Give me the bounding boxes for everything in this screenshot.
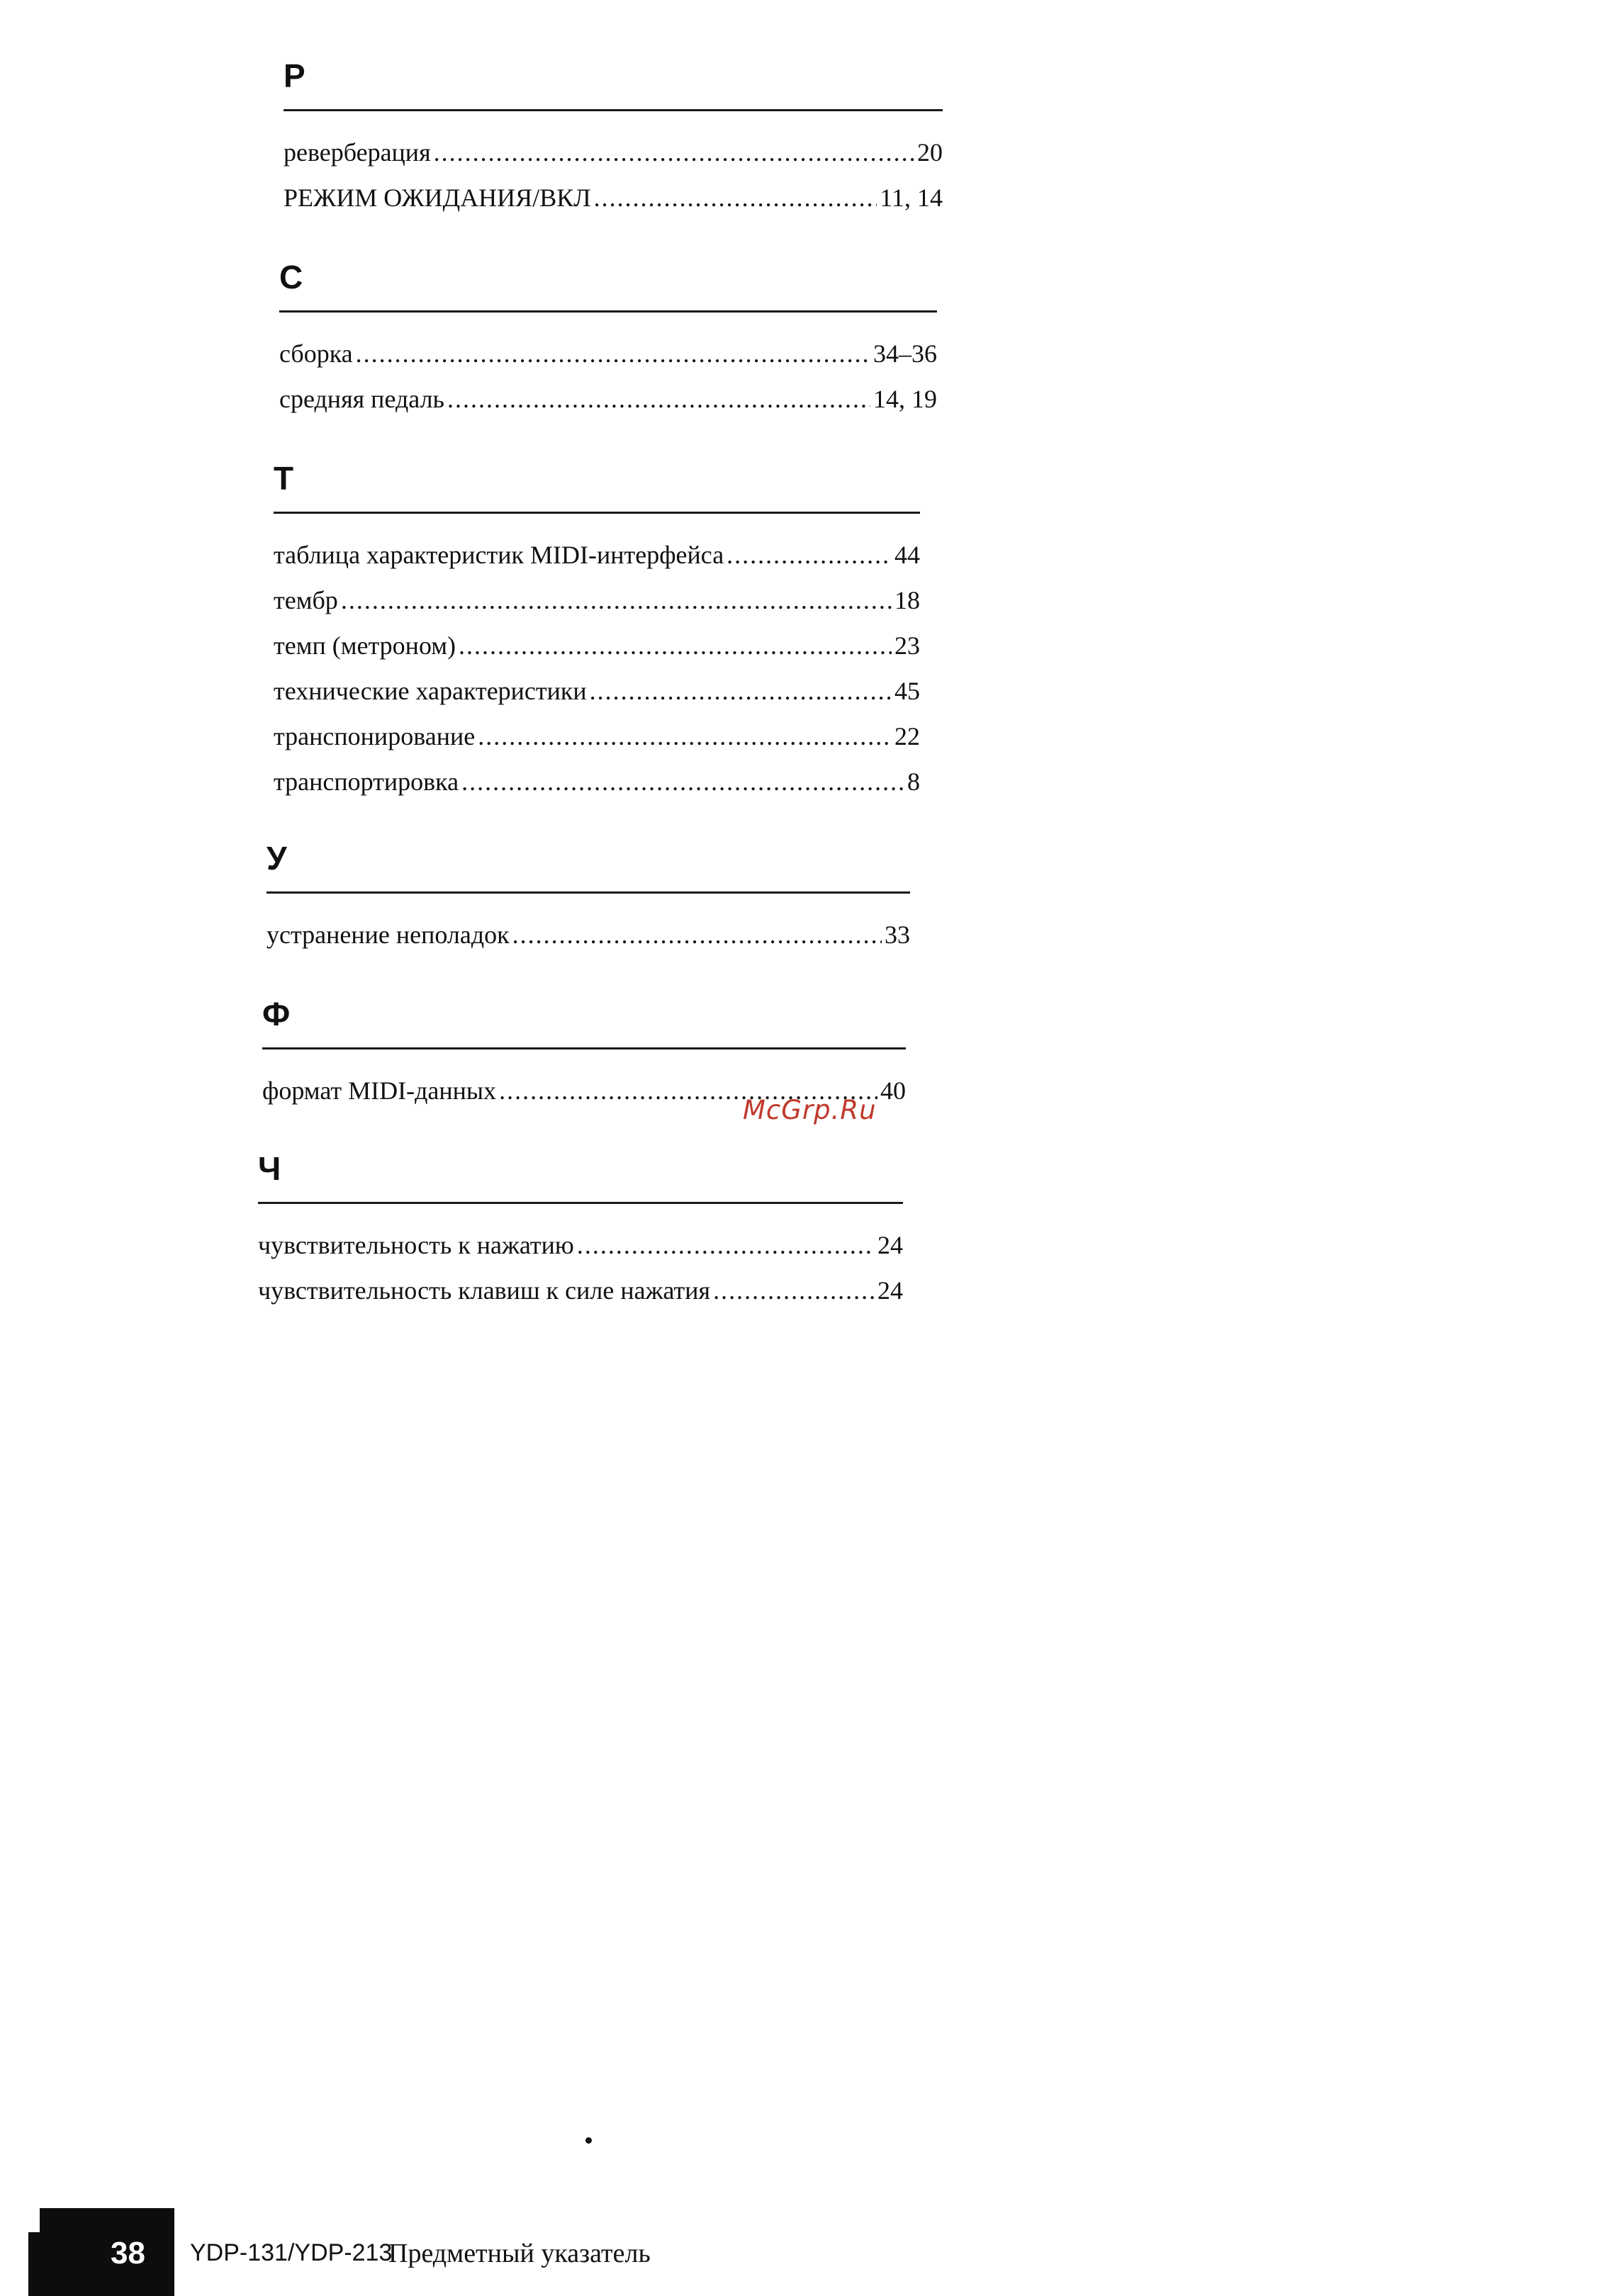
index-entry [274, 714, 920, 759]
index-section-ch [258, 1151, 903, 1313]
entry-pages: 18 [894, 586, 920, 614]
entry-pages: 33 [885, 921, 910, 949]
leader-dots [356, 331, 870, 376]
index-section-u [266, 840, 910, 957]
entry-term: транспонирование [274, 722, 476, 750]
section-divider [274, 512, 920, 514]
page-number: 38 [111, 2236, 145, 2270]
section-divider [266, 891, 910, 894]
index-entry [266, 912, 910, 957]
entry-term: тембр [274, 586, 338, 614]
entry-pages: 23 [894, 631, 920, 660]
index-entry [274, 668, 920, 714]
entry-pages: 24 [877, 1231, 903, 1259]
entry-pages: 11, 14 [880, 184, 943, 212]
entry-pages: 14, 19 [873, 385, 937, 413]
entry-term: формат MIDI-данных [262, 1076, 497, 1105]
leader-dots [447, 376, 870, 422]
entry-term: темп (метроном) [274, 631, 456, 660]
watermark: McGrp.Ru [743, 1095, 877, 1125]
index-entry [279, 376, 937, 422]
leader-dots [341, 578, 892, 623]
index-entry [274, 623, 920, 668]
leader-dots [590, 668, 892, 714]
entry-pages: 20 [917, 138, 943, 167]
entry-term: реверберация [284, 138, 431, 167]
entry-term: РЕЖИМ ОЖИДАНИЯ/ВКЛ [284, 184, 591, 212]
leader-dots [461, 759, 904, 804]
index-entry [284, 175, 943, 220]
section-divider [284, 109, 943, 111]
entry-pages: 45 [894, 677, 920, 705]
index-entry [258, 1222, 903, 1268]
index-entry [274, 759, 920, 804]
leader-dots [478, 714, 892, 759]
entry-pages: 24 [877, 1276, 903, 1305]
entry-term: технические характеристики [274, 677, 587, 705]
index-section-r [284, 58, 943, 220]
leader-dots [726, 532, 892, 578]
entry-pages: 40 [880, 1076, 906, 1105]
entry-term: средняя педаль [279, 385, 444, 413]
entry-pages: 34–36 [873, 339, 937, 368]
index-entry [284, 130, 943, 175]
index-section-t [274, 461, 920, 804]
entry-term: сборка [279, 339, 353, 368]
index-section-s [279, 259, 937, 422]
index-entry [274, 578, 920, 623]
entry-pages: 22 [894, 722, 920, 750]
print-dot [585, 2137, 592, 2144]
index-entry [258, 1268, 903, 1313]
leader-dots [577, 1222, 875, 1268]
leader-dots [512, 912, 882, 957]
section-letter: У [266, 840, 287, 877]
leader-dots [713, 1268, 875, 1313]
entry-term: транспортировка [274, 767, 459, 796]
leader-dots [434, 130, 914, 175]
entry-term: таблица характеристик MIDI-интерфейса [274, 541, 724, 569]
entry-pages: 8 [907, 767, 920, 796]
section-divider [258, 1202, 903, 1204]
footer-model: YDP-131/YDP-213 [190, 2239, 393, 2266]
index-entry [279, 331, 937, 376]
footer-page-tab [40, 2208, 174, 2296]
section-letter: Р [284, 57, 305, 94]
index-entry [274, 532, 920, 578]
footer-title: Предметный указатель [388, 2239, 651, 2268]
section-divider [262, 1047, 906, 1049]
entry-pages: 44 [894, 541, 920, 569]
section-letter: Ч [258, 1150, 281, 1187]
section-letter: Ф [262, 996, 291, 1032]
section-letter: Т [274, 460, 294, 497]
section-divider [279, 310, 937, 313]
entry-term: чувствительность к нажатию [258, 1231, 574, 1259]
section-letter: С [279, 259, 303, 296]
leader-dots [594, 175, 877, 220]
entry-term: чувствительность клавиш к силе нажатия [258, 1276, 711, 1305]
leader-dots [459, 623, 892, 668]
entry-term: устранение неполадок [266, 921, 510, 949]
